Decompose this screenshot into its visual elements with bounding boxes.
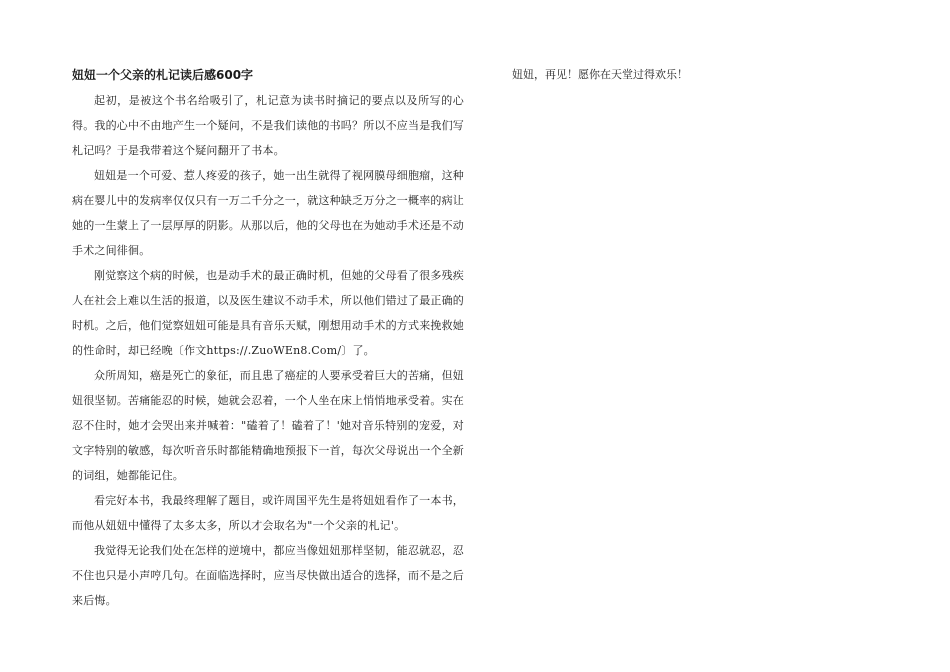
paragraph-2: 妞妞是一个可爱、惹人疼爱的孩子，她一出生就得了视网膜母细胞瘤，这种病在婴儿中的发病率仅仅只有一万二千分之一，就这种缺乏万分之一概率的病让她的一生蒙上了一层厚厚的阴影。从那以后，他的父母也在为她动手术还是不动手术之间徘徊。 — [72, 169, 464, 257]
left-column — [72, 62, 464, 613]
right-column — [512, 62, 892, 88]
paragraph-3: 刚觉察这个病的时候，也是动手术的最正确时机，但她的父母看了很多残疾人在社会上难以生活的报道，以及医生建议不动手术，所以他们错过了最正确的时机。之后，他们觉察妞妞可能是具有音乐天赋，刚想用动手术的方式来挽救她的性命时，却已经晚〔作文https://.ZuoWEn8.Com/〕了。 — [72, 269, 464, 357]
paragraph-4: 众所周知，癌是死亡的象征，而且患了癌症的人要承受着巨大的苦痛，但妞妞很坚韧。苦痛能忍的时候，她就会忍着，一个人坐在床上悄悄地承受着。实在忍不住时，她才会哭出来并喊着："磕着了！磕着了！'她对音乐特别的宠爱，对文字特别的敏感，每次听音乐时都能精确地预报下一首，每次父母说出一个全新的词组，她都能记住。 — [72, 369, 464, 482]
paragraph-5: 看完好本书，我最终理解了题目，或许周国平先生是将妞妞看作了一本书，而他从妞妞中懂得了太多太多，所以才会取名为"一个父亲的札记'。 — [72, 494, 464, 532]
paragraph-1: 起初，是被这个书名给吸引了，札记意为读书时摘记的要点以及所写的心得。我的心中不由地产生一个疑问，不是我们读他的书吗？所以不应当是我们写札记吗？于是我带着这个疑问翻开了书本。 — [72, 94, 464, 157]
document-title: 妞妞一个父亲的札记读后感600字 — [72, 68, 254, 82]
closing-line: 妞妞，再见！愿你在天堂过得欢乐！ — [512, 68, 688, 81]
paragraph-6: 我觉得无论我们处在怎样的逆境中，都应当像妞妞那样坚韧，能忍就忍，忍不住也只是小声哼几句。在面临选择时，应当尽快做出适合的选择，而不是之后来后悔。 — [72, 544, 464, 607]
